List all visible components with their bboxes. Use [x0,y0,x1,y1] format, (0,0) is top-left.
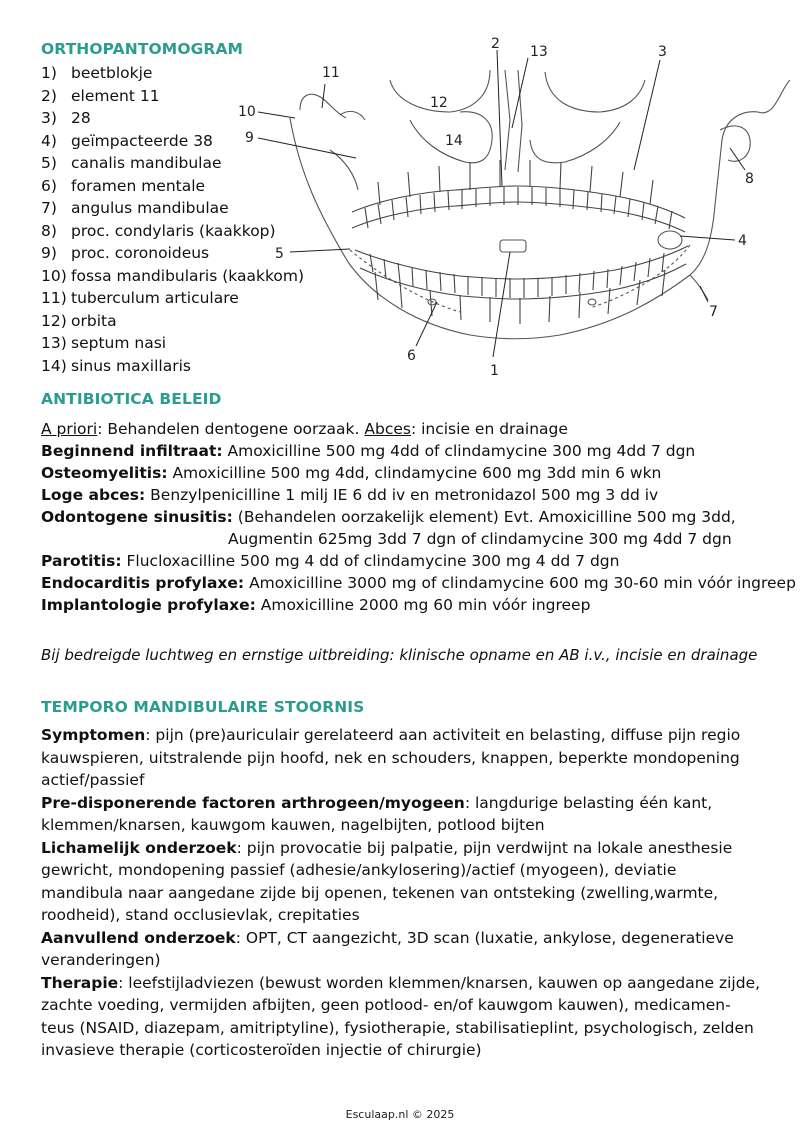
legend-item: 7) angulus mandibulae [41,199,229,217]
callout-1: 1 [490,363,499,379]
antibiotica-note: Bij bedreigde luchtweg en ernstige uitbreiding: klinische opname en AB i.v., incisie en drainage [41,646,758,664]
tmd-section: Symptomen: pijn (pre)auriculair gerelateerd aan activiteit en belasting, diffuse pijn regio kauwspieren, uitstralende pijn hoofd, nek en schouders, knappen, beperkte mondopening actief/passief [41,726,741,789]
callout-6: 6 [407,348,416,364]
legend-item: 2) element 11 [41,86,160,105]
callout-9: 9 [245,130,254,146]
legend-item: 13) septum nasi [41,334,167,352]
callout-13: 13 [530,44,548,60]
ab-row: Odontogene sinusitis: (Behandelen oorzakelijk element) Evt. Amoxicilline 500 mg 3dd, [41,508,736,526]
legend-item: 6) foramen mentale [41,176,206,195]
legend-item: 3) 28 [41,109,91,127]
tmd-section: Therapie: leefstijladviezen (bewust worden klemmen/knarsen, kauwen op aangedane zijde, zachte voeding, vermijden afbijten, geen potlood- en/of kauwgom kauwen), medicamen-teus (NSAID, diazepam, amitriptyline), fysiotherapie, stabilisatieplint, psychologisch, zelden invasieve therapie (corticosteroïden injectie of chirurgie) [41,973,761,1059]
tmd-section: Lichamelijk onderzoek: pijn provocatie bij palpatie, pijn verdwijnt na lokale anesthesie gewricht, mondopening passief (adhesie/ankylosering)/actief (myogeen), deviatie mandibula naar aangedane zijde bij openen, tekenen van ontsteking (zwelling,warmte, roodheid), stand occlusievlak, crepitaties [41,838,733,924]
callout-8: 8 [745,171,754,187]
opt-heading: ORTHOPANTOMOGRAM [41,40,244,58]
callout-11: 11 [322,65,340,81]
tmd-block [41,724,761,1062]
legend-item: 1) beetblokje [41,64,153,82]
callout-4: 4 [738,233,747,249]
antibiotica-block [41,418,796,616]
antibiotica-heading: ANTIBIOTICA BELEID [41,390,222,408]
legend-item: 10) fossa mandibularis (kaakkom) [41,266,305,285]
ab-row: Implantologie profylaxe: Amoxicilline 2000 mg 60 min vóór ingreep [41,596,591,614]
tmd-section: Pre-disponerende factoren arthrogeen/myogeen: langdurige belasting één kant, klemmen/knarsen, kauwgom kauwen, nagelbijten, potlood bijten [41,793,713,834]
ab-row: Osteomyelitis: Amoxicilline 500 mg 4dd, clindamycine 600 mg 3dd min 6 wkn [41,464,662,482]
legend-item: 8) proc. condylaris (kaakkop) [41,221,276,240]
ab-row: Parotitis: Flucloxacilline 500 mg 4 dd of clindamycine 300 mg 4 dd 7 dgn [41,552,620,570]
ab-row: Beginnend infiltraat: Amoxicilline 500 mg 4dd of clindamycine 300 mg 4dd 7 dgn [41,442,696,460]
legend-item: 5) canalis mandibulae [41,154,222,172]
callout-7: 7 [709,304,718,320]
callout-12: 12 [430,95,448,111]
ab-row-continuation: Augmentin 625mg 3dd 7 dgn of clindamycine 300 mg 4dd 7 dgn [228,530,732,548]
callout-10: 10 [238,104,256,120]
legend-item: 4) geïmpacteerde 38 [41,131,213,150]
ab-row: Loge abces: Benzylpenicilline 1 milj IE 6 dd iv en metronidazol 500 mg 3 dd iv [41,486,659,504]
tmd-section: Aanvullend onderzoek: OPT, CT aangezicht, 3D scan (luxatie, ankylose, degeneratieve veranderingen) [41,928,734,969]
orthopantomogram-drawing [232,30,792,390]
legend-item: 9) proc. coronoideus [41,244,210,262]
legend-item: 14) sinus maxillaris [41,356,191,375]
callout-5: 5 [275,246,284,262]
legend-item: 12) orbita [41,311,117,330]
callout-2: 2 [491,36,500,52]
ab-row: Endocarditis profylaxe: Amoxicilline 3000 mg of clindamycine 600 mg 30-60 min vóór ingreep [41,574,796,592]
callout-3: 3 [658,44,667,60]
a-priori-line: A priori: Behandelen dentogene oorzaak. Abces: incisie en drainage [41,420,568,438]
footer-copyright: Esculaap.nl © 2025 [345,1108,455,1121]
callout-14: 14 [445,133,463,149]
tmd-heading: TEMPORO MANDIBULAIRE STOORNIS [41,698,365,716]
legend-item: 11) tuberculum articulare [41,289,239,307]
